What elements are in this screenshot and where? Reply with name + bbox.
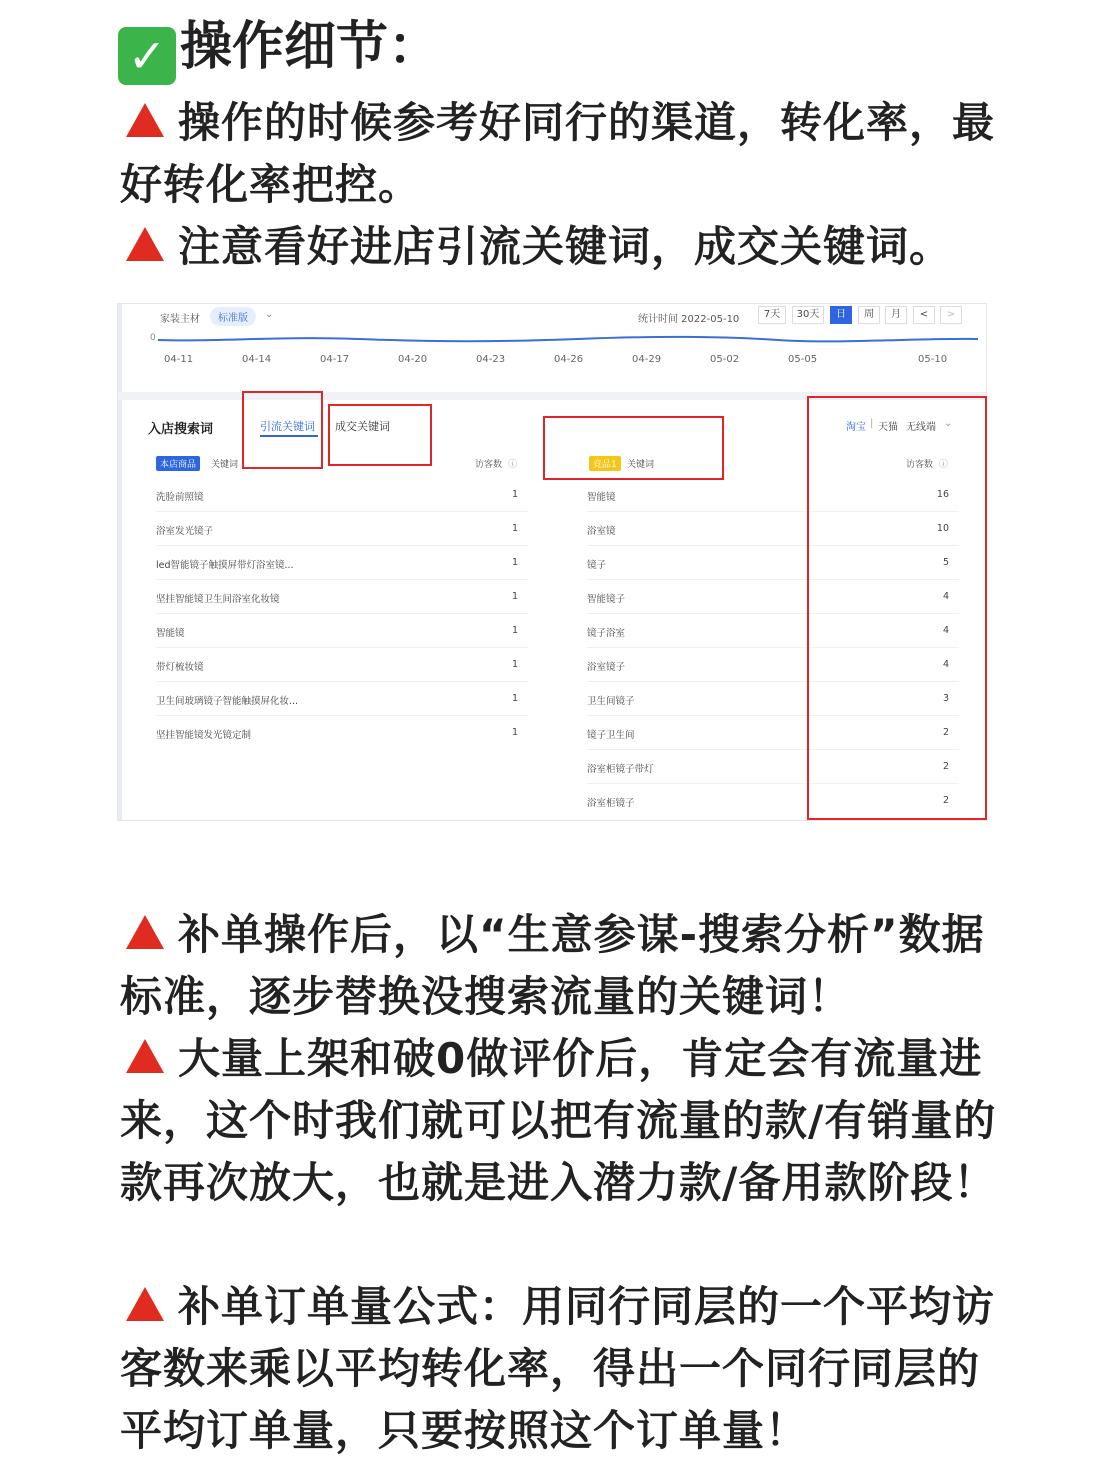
platform-taobao[interactable]: 淘宝 (846, 422, 866, 433)
version-badge[interactable]: 标准版 (210, 307, 256, 326)
range-month-button[interactable]: 月 (885, 306, 907, 324)
row-visitors: 1 (511, 557, 518, 568)
row-visitors: 1 (511, 591, 518, 602)
row-keyword: 智能镜子 (587, 594, 626, 605)
page-heading (118, 12, 440, 85)
row-visitors: 16 (936, 489, 949, 500)
top-bar (118, 304, 986, 330)
table-row (156, 614, 528, 648)
info-icon[interactable]: ⓘ (508, 460, 518, 470)
row-visitors: 1 (511, 693, 518, 704)
chevron-down-icon[interactable]: ⌄ (265, 309, 274, 320)
row-visitors: 3 (942, 693, 949, 704)
info-icon[interactable]: ⓘ (939, 460, 949, 470)
platform-separator: | (870, 418, 874, 429)
point-2 (120, 216, 1000, 278)
row-keyword: 洗脸前照镜 (156, 492, 204, 503)
x-tick: 04-14 (242, 354, 272, 365)
row-visitors: 1 (511, 625, 518, 636)
point-1 (120, 92, 1000, 216)
x-tick: 04-20 (398, 354, 428, 365)
row-visitors: 4 (942, 591, 949, 602)
x-tick: 04-26 (554, 354, 584, 365)
highlight-box (242, 391, 323, 469)
point-3-text: 补单操作后，以“生意参谋-搜索分析”数据标准，逐步替换没搜索流量的关键词！ (120, 910, 985, 1021)
table-row (156, 478, 528, 512)
own-product-badge: 本店商品 (156, 456, 200, 471)
row-keyword: 坚挂智能镜发光镜定制 (156, 730, 252, 741)
row-keyword: 镜子浴室 (587, 628, 626, 639)
table-row (156, 580, 528, 614)
row-keyword: 坚挂智能镜卫生间浴室化妆镜 (156, 594, 280, 605)
x-tick: 04-17 (320, 354, 350, 365)
row-keyword: 浴室镜 (587, 526, 616, 537)
tab-traffic-keywords[interactable]: 引流关键词 (260, 420, 315, 433)
platform-mobile[interactable]: 无线端 (906, 422, 936, 433)
section-title: 入店搜索词 (148, 422, 214, 437)
x-tick: 04-29 (632, 354, 662, 365)
row-keyword: 镜子 (587, 560, 607, 571)
platform-tmall[interactable]: 天猫 (878, 422, 898, 433)
range-week-button[interactable]: 周 (858, 306, 880, 324)
panel-edge (118, 304, 122, 820)
point-2-text: 注意看好进店引流关键词，成交关键词。 (178, 222, 953, 271)
table-row (156, 512, 528, 546)
right-col-keyword: 关键词 (627, 460, 655, 470)
red-triangle-icon (126, 1287, 164, 1321)
row-keyword: 带灯梳妆镜 (156, 662, 204, 673)
red-triangle-icon (126, 1039, 164, 1073)
point-4 (120, 1028, 1000, 1214)
tab-deal-keywords[interactable]: 成交关键词 (335, 420, 390, 433)
row-visitors: 1 (511, 727, 518, 738)
x-tick: 05-05 (788, 354, 818, 365)
competitor-badge: 竞品1 (589, 456, 621, 471)
row-visitors: 2 (942, 727, 949, 738)
row-keyword: 智能镜 (587, 492, 616, 503)
row-keyword: 浴室柜镜子 (587, 798, 635, 809)
range-7d-button[interactable]: 7天 (758, 306, 786, 324)
row-keyword: 智能镜 (156, 628, 185, 639)
y-zero-label: 0 (150, 333, 156, 343)
table-row (156, 716, 528, 750)
row-keyword: led智能镜子触摸屏带灯浴室镜... (156, 560, 294, 571)
left-col-keyword: 关键词 (211, 460, 239, 470)
table-row (156, 682, 528, 716)
highlight-box (328, 404, 432, 466)
stat-time: 统计时间 2022-05-10 (638, 314, 740, 325)
row-visitors: 1 (511, 659, 518, 670)
row-keyword: 浴室柜镜子带灯 (587, 764, 654, 775)
point-3 (120, 904, 1000, 1028)
point-5 (120, 1276, 1000, 1462)
x-tick: 04-11 (164, 354, 194, 365)
analytics-screenshot (117, 303, 987, 821)
red-triangle-icon (126, 915, 164, 949)
row-visitors: 4 (942, 659, 949, 670)
red-triangle-icon (126, 103, 164, 137)
row-keyword: 浴室发光镜子 (156, 526, 214, 537)
trend-line (158, 328, 978, 348)
row-keyword: 卫生间镜子 (587, 696, 635, 707)
row-visitors: 10 (936, 523, 949, 534)
row-visitors: 1 (511, 523, 518, 534)
heading-text: 操作细节： (180, 17, 441, 77)
x-tick: 05-10 (918, 354, 948, 365)
x-tick: 05-02 (710, 354, 740, 365)
table-row (156, 648, 528, 682)
category-crumb: 家装主材 (160, 314, 200, 325)
range-day-button[interactable]: 日 (830, 306, 852, 324)
check-mark-icon: ✓ (118, 27, 176, 85)
row-visitors: 2 (942, 795, 949, 806)
right-col-visitors: 访客数 (906, 460, 934, 470)
chevron-down-icon[interactable]: ⌄ (944, 418, 953, 429)
highlight-box (807, 396, 987, 820)
left-col-visitors: 访客数 (475, 460, 503, 470)
row-visitors: 5 (942, 557, 949, 568)
range-30d-button[interactable]: 30天 (792, 306, 824, 324)
next-arrow-icon[interactable]: > (940, 306, 962, 324)
row-keyword: 浴室镜子 (587, 662, 626, 673)
point-1-text: 操作的时候参考好同行的渠道，转化率，最好转化率把控。 (120, 98, 996, 209)
point-4-text: 大量上架和破0做评价后，肯定会有流量进来，这个时我们就可以把有流量的款/有销量的款再次放大，也就是进入潜力款/备用款阶段！ (120, 1034, 997, 1207)
point-5-text: 补单订单量公式：用同行同层的一个平均访客数来乘以平均转化率，得出一个同行同层的平均订单量，只要按照这个订单量！ (120, 1282, 996, 1455)
prev-arrow-icon[interactable]: < (913, 306, 935, 324)
red-triangle-icon (126, 227, 164, 261)
row-visitors: 4 (942, 625, 949, 636)
row-keyword: 卫生间玻璃镜子智能触摸屏化妆... (156, 696, 299, 707)
row-visitors: 1 (511, 489, 518, 500)
highlight-box (543, 416, 724, 480)
x-tick: 04-23 (476, 354, 506, 365)
table-row (156, 546, 528, 580)
row-keyword: 镜子卫生间 (587, 730, 635, 741)
row-visitors: 2 (942, 761, 949, 772)
